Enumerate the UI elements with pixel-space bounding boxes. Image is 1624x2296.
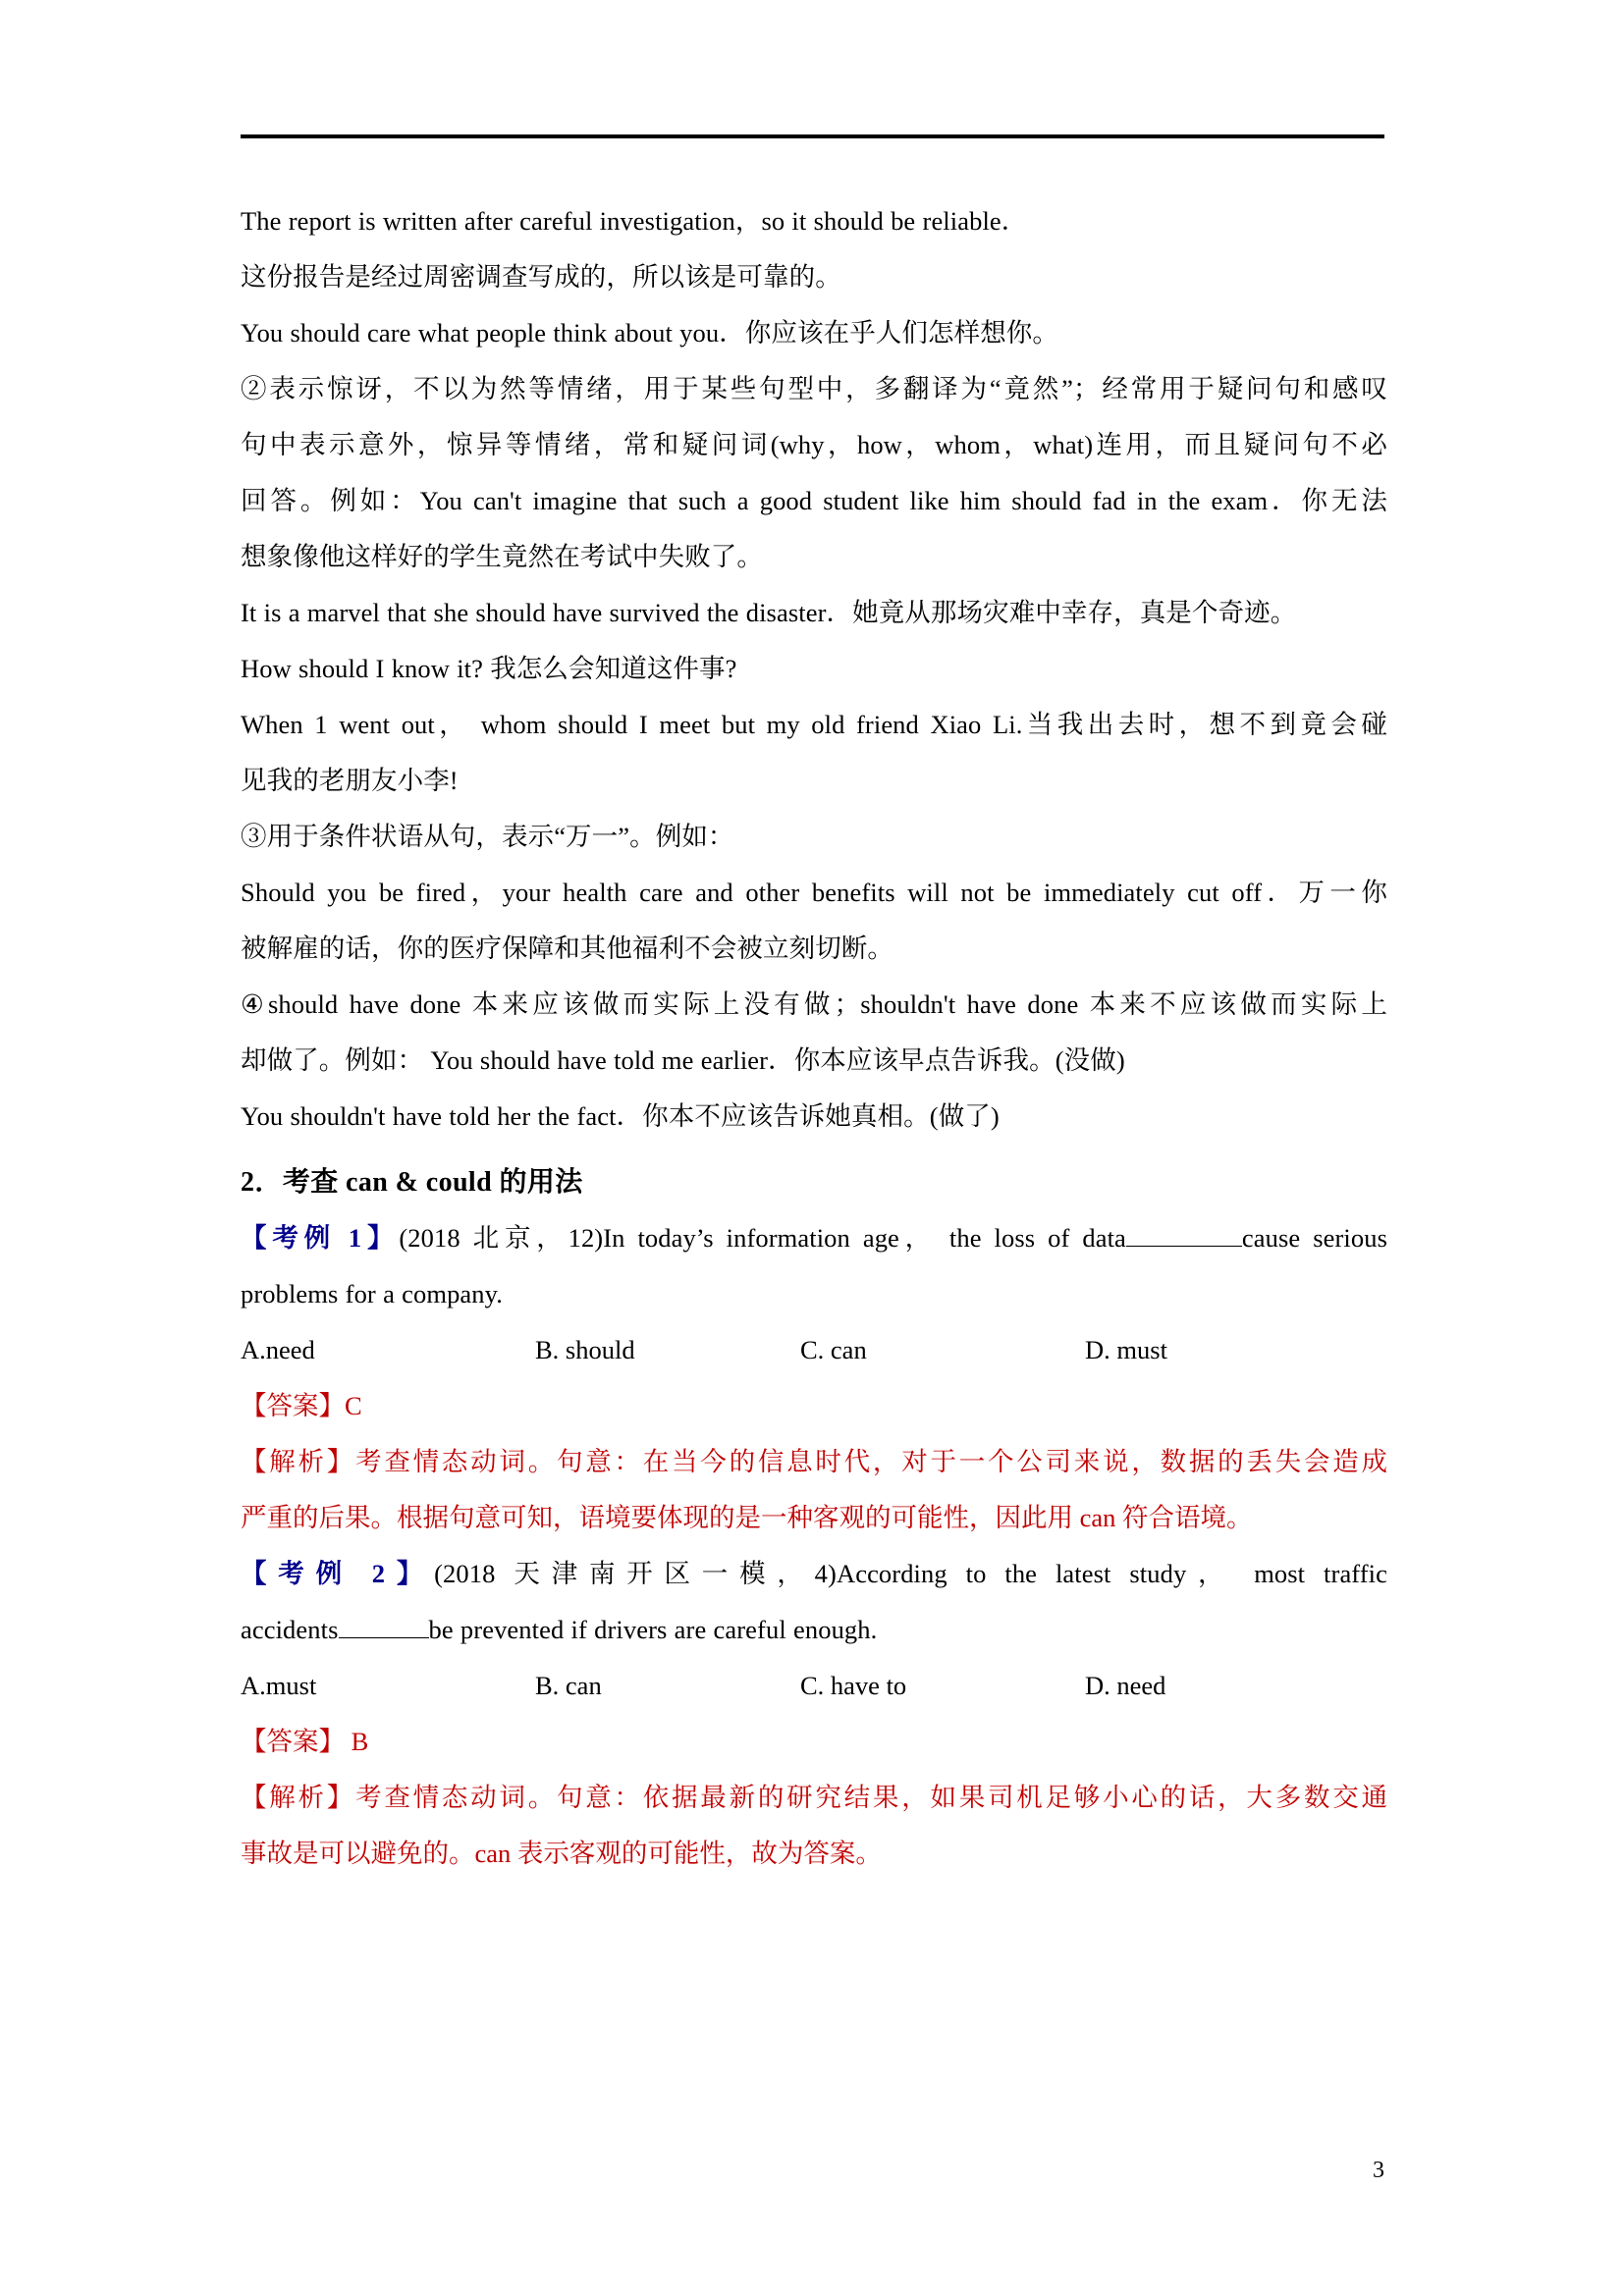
example1-option-c[interactable]: C. can <box>800 1335 867 1364</box>
paragraph-report-zh: 这份报告是经过周密调查写成的，所以该是可靠的。 <box>241 262 841 292</box>
paragraph-usage2-line2: 句中表示意外，惊异等情绪，常和疑问词(why，how，whom，what)连用，而且疑问句不必 <box>241 430 1387 459</box>
heading-number: 2． <box>241 1167 283 1198</box>
paragraph-usage2-line4: 想象像他这样好的学生竟然在考试中失败了。 <box>241 542 763 571</box>
example2-stem-before: accidents <box>241 1615 339 1644</box>
example1-option-a[interactable]: A.need <box>241 1335 315 1364</box>
example2-stem-after: be prevented if drivers are careful enough. <box>428 1615 878 1644</box>
example1-analysis-line1 <box>241 1434 1387 1490</box>
example1-analysis-line2: 严重的后果。根据句意可知，语境要体现的是一种客观的可能性，因此用 can 符合语境。 <box>241 1503 1253 1532</box>
example2-options-row <box>241 1658 1387 1714</box>
example2-option-c[interactable]: C. have to <box>800 1671 907 1700</box>
page-number: 3 <box>1373 2158 1384 2183</box>
paragraph-usage3: ③用于条件状语从句，表示“万一”。例如： <box>241 822 734 851</box>
example2-option-a[interactable]: A.must <box>241 1671 317 1700</box>
example2-option-b[interactable]: B. can <box>535 1671 602 1700</box>
example1-answer-row <box>241 1378 1387 1434</box>
document-body <box>241 193 1387 1882</box>
paragraph-shouldnthavetold: You shouldn't have told her the fact．你本不应该告诉她真相。(做了) <box>241 1101 1000 1131</box>
example1-option-d[interactable]: D. must <box>1085 1335 1167 1364</box>
header-rule-divider <box>241 134 1384 138</box>
paragraph-marvel-bilingual: It is a marvel that she should have survived the disaster．她竟从那场灾难中幸存，真是个奇迹。 <box>241 598 1297 627</box>
example2-answer-value: B <box>351 1727 369 1756</box>
example2-option-d[interactable]: D. need <box>1085 1671 1166 1700</box>
section-heading-can-could <box>241 1154 1387 1210</box>
example2-stem-text: According to the latest study， most traffic <box>836 1559 1388 1588</box>
example2-answer-blank <box>339 1637 429 1638</box>
paragraph-shouldyoubefired-line2: 被解雇的话，你的医疗保障和其他福利不会被立刻切断。 <box>241 934 893 963</box>
example1-answer-label: 【答案】 <box>241 1391 345 1420</box>
example2-source: (2018 天津南开区一模，4) <box>434 1559 837 1588</box>
example1-options-row <box>241 1322 1387 1378</box>
paragraph-shouldyoubefired-line1: Should you be fired，your health care and other benefits will not be immediately cut off．万一你 <box>241 878 1387 907</box>
example2-analysis-label: 【解析】 <box>241 1783 356 1812</box>
example1-option-b[interactable]: B. should <box>535 1335 635 1364</box>
example1-stem-after: cause serious <box>1241 1223 1387 1253</box>
example2-analysis-line1 <box>241 1770 1387 1826</box>
paragraph-care-bilingual: You should care what people think about you．你应该在乎人们怎样想你。 <box>241 318 1058 347</box>
example1-analysis-label: 【解析】 <box>241 1447 356 1476</box>
paragraph-howshould-bilingual: How should I know it? 我怎么会知道这件事? <box>241 654 737 683</box>
example1-source: (2018 北京，12) <box>399 1223 604 1253</box>
example1-marker: 【考例 1】 <box>241 1223 400 1253</box>
example2-answer-row <box>241 1714 1387 1770</box>
example2-analysis-line2: 事故是可以避免的。can 表示客观的可能性，故为答案。 <box>241 1839 882 1868</box>
paragraph-whenwentout-line1: When 1 went out， whom should I meet but my old friend Xiao Li.当我出去时，想不到竟会碰 <box>241 710 1387 739</box>
heading-text: 考查 can & could 的用法 <box>282 1167 583 1198</box>
example2-marker: 【考例 2】 <box>241 1559 435 1588</box>
example2-answer-label: 【答案】 <box>241 1727 345 1756</box>
example2-analysis-text1: 考查情态动词。句意：依据最新的研究结果，如果司机足够小心的话，大多数交通 <box>355 1783 1388 1812</box>
paragraph-usage2-line3: 回答。例如：You can't imagine that such a good student like him should fad in the exam．你无法 <box>241 486 1387 515</box>
example1-stem-before: In today’s information age， the loss of data <box>603 1223 1126 1253</box>
example1-answer-value: C <box>345 1391 362 1420</box>
example2-stem-line2 <box>241 1602 1387 1658</box>
paragraph-usage4-line2: 却做了。例如： You should have told me earlier．你本应该早点告诉我。(没做) <box>241 1045 1125 1075</box>
example1-stem-line2: problems for a company. <box>241 1279 504 1308</box>
example1-analysis-text1: 考查情态动词。句意：在当今的信息时代，对于一个公司来说，数据的丢失会造成 <box>355 1447 1388 1476</box>
example1-stem-line1 <box>241 1210 1387 1266</box>
example1-answer-blank <box>1126 1246 1242 1247</box>
paragraph-whenwentout-line2: 见我的老朋友小李! <box>241 766 459 795</box>
paragraph-report-en: The report is written after careful investigation，so it should be reliable． <box>241 206 1028 236</box>
example2-stem-line1 <box>241 1546 1387 1602</box>
paragraph-usage2-line1: ②表示惊讶，不以为然等情绪，用于某些句型中，多翻译为“竟然”；经常用于疑问句和感叹 <box>241 374 1387 403</box>
paragraph-usage4-line1: ④should have done 本来应该做而实际上没有做；shouldn't have done 本来不应该做而实际上 <box>241 989 1387 1019</box>
